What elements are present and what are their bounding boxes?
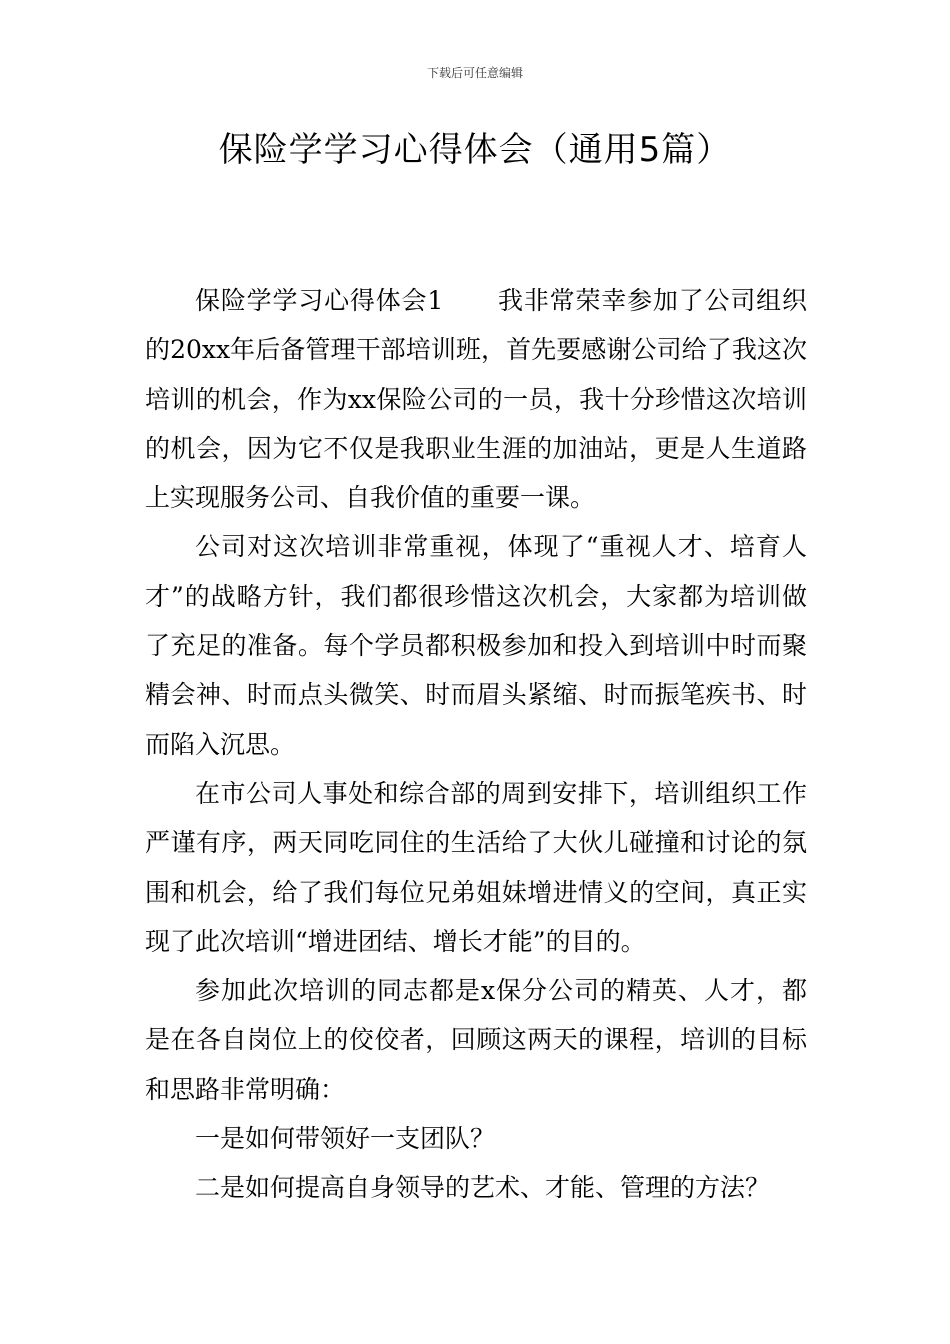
paragraph-4: 参加此次培训的同志都是x保分公司的精英、人才，都是在各自岗位上的佼佼者，回顾这两天的课程，培训的目标和思路非常明确： (145, 976, 807, 1104)
paragraph-3: 在市公司人事处和综合部的周到安排下，培训组织工作严谨有序，两天同吃同住的生活给了大伙儿碰撞和讨论的氛围和机会，给了我们每位兄弟姐妹增进情义的空间，真正实现了此次培训“增进团结、增长才能”的目的。 (145, 778, 807, 956)
section-heading: 保险学学习心得体会1 (195, 286, 444, 315)
paragraph-6: 二是如何提高自身领导的艺术、才能、管理的方法？ (195, 1173, 771, 1203)
document-title: 保险学学习心得体会（通用5篇） (218, 130, 732, 170)
document-body (145, 276, 807, 1213)
paragraph-2: 公司对这次培训非常重视，体现了“重视人才、培育人才”的战略方针，我们都很珍惜这次机会，大家都为培训做了充足的准备。每个学员都积极参加和投入到培训中时而聚精会神、时而点头微笑、时而眉头紧缩、时而振笔疾书、时而陷入沉思。 (145, 532, 807, 759)
paragraph-text: 我非常荣幸参加了公司组织的20xx年后备管理干部培训班，首先要感谢公司给了我这次培训的机会，作为xx保险公司的一员，我十分珍惜这次培训的机会，因为它不仅是我职业生涯的加油站，更是人生道路上实现服务公司、自我价值的重要一课。 (145, 286, 807, 513)
paragraph-1 (145, 276, 807, 522)
paragraph-5: 一是如何带领好一支团队？ (195, 1124, 496, 1154)
header-note: 下载后可任意编辑 (426, 66, 523, 80)
